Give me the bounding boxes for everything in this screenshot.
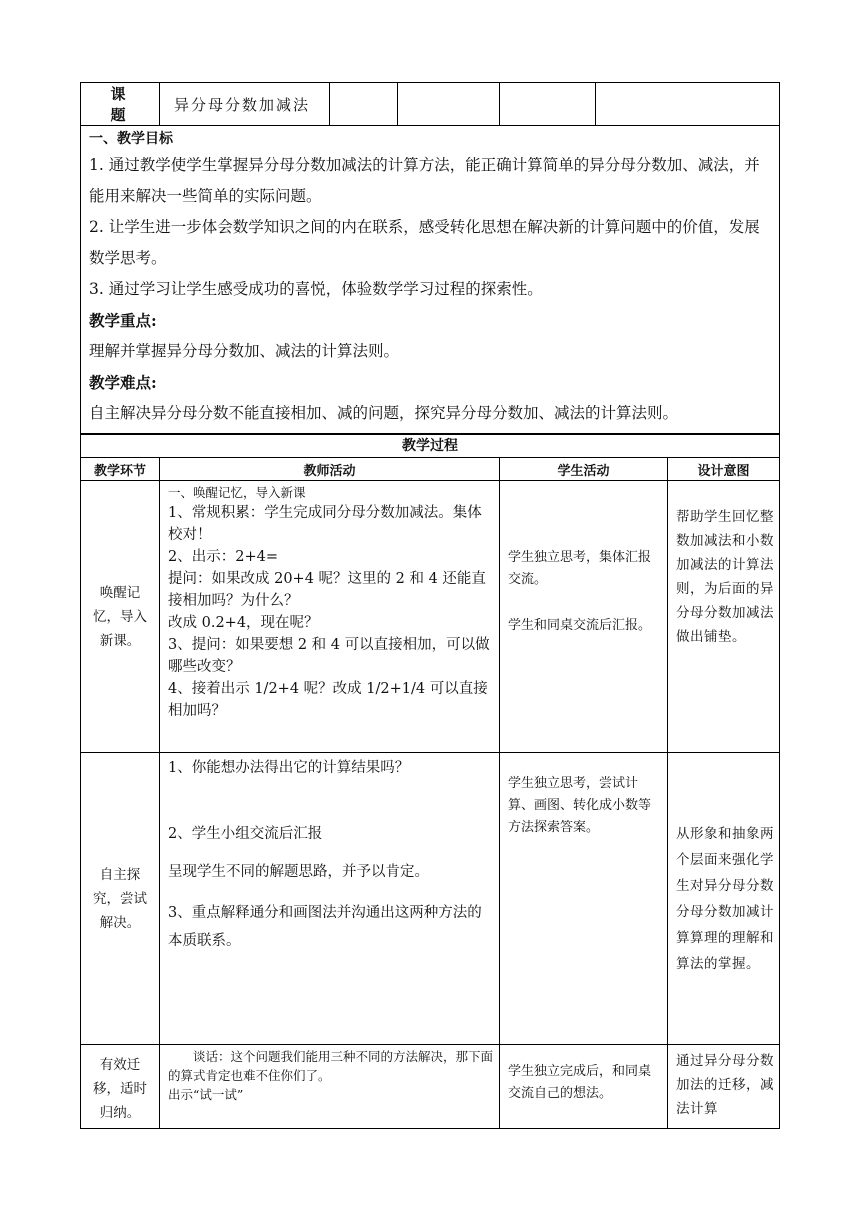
process-title: 教学过程: [81, 435, 780, 458]
teacher-line: 1、你能想办法得出它的计算结果吗？: [168, 760, 410, 776]
design-intent: [668, 1045, 780, 1129]
teacher-line: 改成 0.2+4，现在呢？: [168, 615, 319, 631]
process-row: [81, 753, 780, 1045]
teacher-line: 呈现学生不同的解题思路，并予以肯定。: [168, 864, 429, 880]
column-header: 设计意图: [668, 458, 780, 481]
difficulty-text: 自主解决异分母分数不能直接相加、减的问题，探究异分母分数加、减法的计算法则。: [89, 404, 679, 422]
difficulty-heading: 教学难点:: [89, 373, 157, 392]
teacher-line: 2、出示：2+4=: [168, 549, 278, 565]
student-line: 学生和同桌交流后汇报。: [508, 618, 652, 633]
section-text: 有效迁移，适时归纳。: [93, 1056, 147, 1121]
title-row: [81, 83, 780, 126]
objectives-cell: [81, 126, 780, 434]
process-table: [80, 434, 780, 1129]
blank-cell: [500, 83, 596, 126]
column-header: 学生活动: [500, 458, 668, 481]
teacher-line: 一、唤醒记忆，导入新课: [168, 485, 306, 500]
student-activity: [500, 753, 668, 1045]
design-intent: [668, 753, 780, 1045]
blank-cell: [330, 83, 398, 126]
student-line: 学生独立思考，尝试计算、画图、转化成小数等方法探索答案。: [508, 776, 652, 835]
objective-item: 1. 通过教学使学生掌握异分母分数加减法的计算方法，能正确计算简单的异分母分数加、减法，并能用来解决一些简单的实际问题。: [89, 156, 760, 205]
topic-label: 课 题: [81, 83, 160, 126]
objectives-heading: 一、教学目标: [89, 131, 173, 147]
teacher-line: 出示“试一试”: [168, 1087, 244, 1102]
process-row: [81, 1045, 780, 1129]
process-row: [81, 481, 780, 753]
lesson-plan-table: [80, 82, 780, 434]
teacher-activity: [160, 481, 500, 753]
key-points-text: 理解并掌握异分母分数加、减法的计算法则。: [89, 342, 400, 360]
intent-text: 帮助学生回忆整数加减法和小数加减法的计算法则，为后面的异分母分数加减法做出铺垫。: [676, 509, 774, 645]
teacher-line: 提问：如果改成 20+4 呢？这里的 2 和 4 还能直接相加吗？为什么？: [168, 571, 486, 609]
student-line: 学生独立完成后，和同桌交流自己的想法。: [508, 1064, 652, 1101]
section-name: [81, 753, 160, 1045]
student-line: 学生独立思考，集体汇报交流。: [508, 550, 652, 587]
intent-text: 通过异分母分数加法的迁移，减法计算: [676, 1053, 774, 1117]
teacher-line: 2、学生小组交流后汇报: [168, 826, 323, 842]
teacher-line: 谈话：这个问题我们能用三种不同的方法解决，那下面的算式肯定也难不住你们了。: [168, 1049, 494, 1083]
column-header: 教师活动: [160, 458, 500, 481]
topic-name: 异分母分数加减法: [160, 83, 330, 126]
teacher-line: 4、接着出示 1/2+4 呢？改成 1/2+1/4 可以直接相加吗？: [168, 681, 488, 719]
objective-item: 3. 通过学习让学生感受成功的喜悦，体验数学学习过程的探索性。: [89, 280, 543, 298]
teacher-line: 3、提问：如果要想 2 和 4 可以直接相加，可以做哪些改变？: [168, 637, 490, 675]
teacher-line: 3、重点解释通分和画图法并沟通出这两种方法的本质联系。: [168, 905, 482, 949]
blank-cell: [398, 83, 500, 126]
section-name: [81, 481, 160, 753]
lesson-plan: [80, 82, 779, 1129]
teacher-activity: [160, 753, 500, 1045]
teacher-activity: [160, 1045, 500, 1129]
section-text: 自主探究，尝试解决。: [93, 866, 147, 931]
column-header: 教学环节: [81, 458, 160, 481]
section-text: 唤醒记忆，导入新课。: [93, 584, 147, 649]
objective-item: 2. 让学生进一步体会数学知识之间的内在联系，感受转化思想在解决新的计算问题中的价值，发展数学思考。: [89, 218, 760, 267]
student-activity: [500, 1045, 668, 1129]
blank-cell: [596, 83, 780, 126]
objectives-row: [81, 126, 780, 434]
student-activity: [500, 481, 668, 753]
design-intent: [668, 481, 780, 753]
section-name: [81, 1045, 160, 1129]
column-header-row: [81, 458, 780, 481]
intent-text: 从形象和抽象两个层面来强化学生对异分母分数分母分数加减计算算理的理解和算法的掌握。: [676, 826, 774, 972]
teacher-line: 1、常规积累：学生完成同分母分数加减法。集体校对！: [168, 505, 482, 543]
key-points-heading: 教学重点:: [89, 311, 157, 330]
